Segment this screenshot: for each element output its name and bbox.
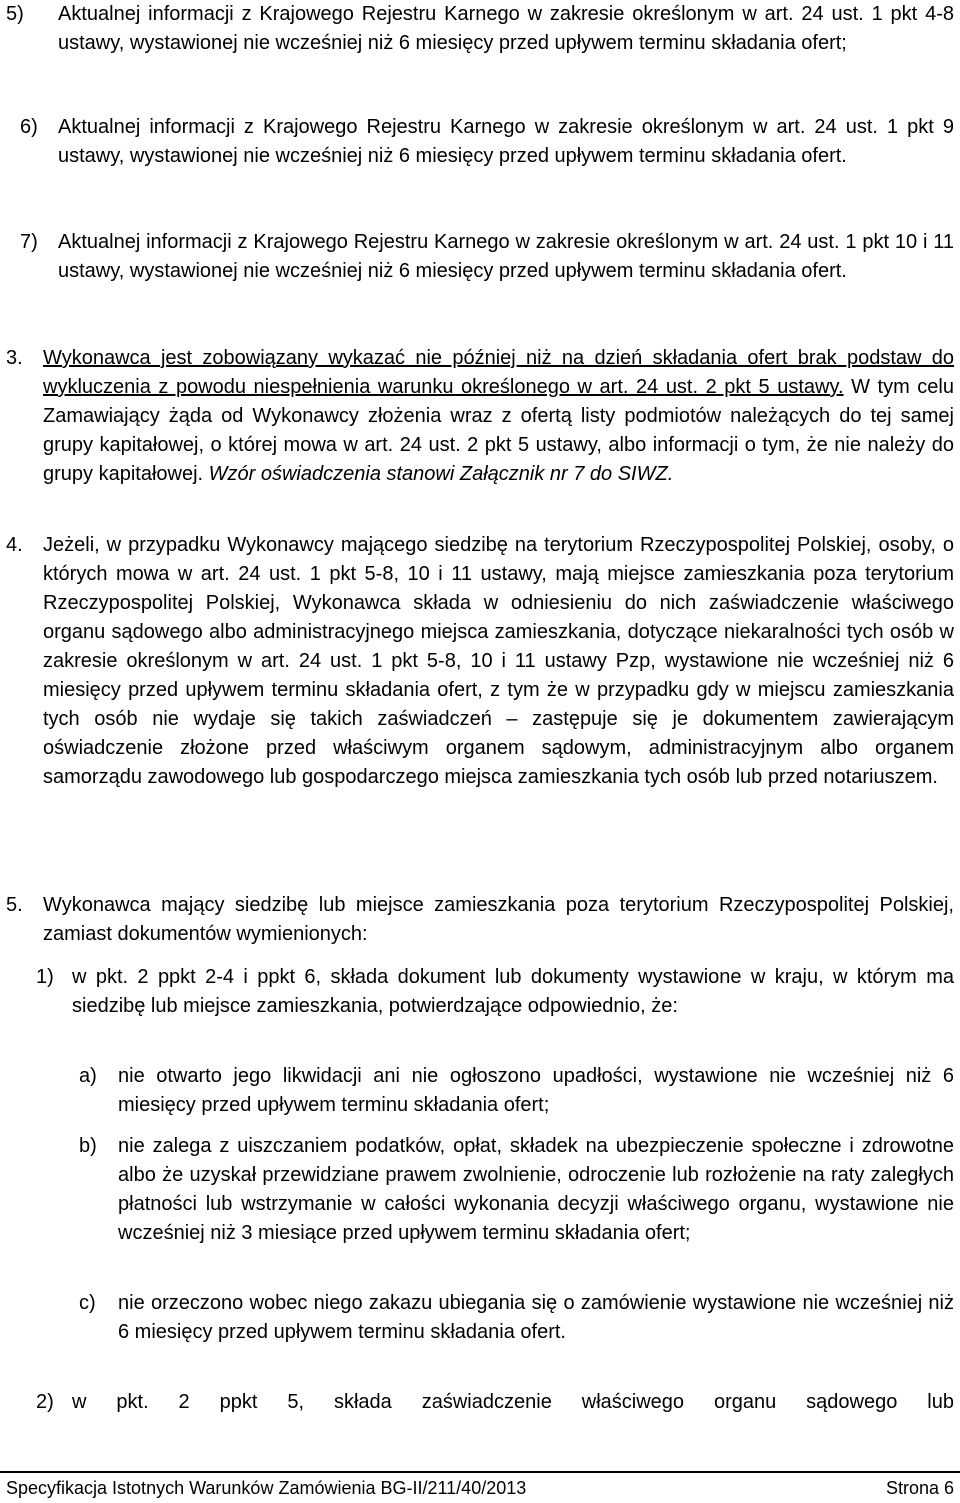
list-item-text: Aktualnej informacji z Krajowego Rejestru Karnego w zakresie określonym w art. 24 ust. 1 pkt 4-8 ustawy, wystawionej nie wcześniej niż 6 miesięcy przed upływem terminu składania ofert; xyxy=(58,3,954,54)
footer-divider xyxy=(0,1471,960,1473)
section-number: 3. xyxy=(6,347,23,369)
section-3-underlined: Wykonawca jest zobowiązany wykazać nie później niż na dzień składania ofert brak podstaw do wykluczenia z powodu niespełnienia warunku określonego w art. 24 ust. 2 pkt 5 ustawy. xyxy=(43,347,954,398)
sub-item-letter: c) xyxy=(79,1292,96,1314)
sub-item-text: nie otwarto jego likwidacji ani nie ogłoszono upadłości, wystawione nie wcześniej niż 6 miesięcy przed upływem terminu składania ofert; xyxy=(118,1065,954,1116)
section-number: 5. xyxy=(6,894,23,916)
footer-page-number: Strona 6 xyxy=(885,1478,954,1498)
list-item-number: 1) xyxy=(36,966,54,988)
list-item-number: 7) xyxy=(20,231,38,253)
section-5-text: Wykonawca mający siedzibę lub miejsce zamieszkania poza terytorium Rzeczypospolitej Polskiej, zamiast dokumentów wymienionych: xyxy=(43,894,954,945)
list-item-number: 6) xyxy=(20,116,38,138)
section-3-italic: Wzór oświadczenia stanowi Załącznik nr 7 do SIWZ. xyxy=(203,463,674,485)
sub-item-text: nie orzeczono wobec niego zakazu ubiegania się o zamówienie wystawione nie wcześniej niż 6 miesięcy przed upływem terminu składania ofert. xyxy=(118,1292,954,1343)
section-number: 4. xyxy=(6,534,23,556)
list-item-number: 2) xyxy=(36,1391,54,1413)
list-item-text: w pkt. 2 ppkt 2-4 i ppkt 6, składa dokument lub dokumenty wystawione w kraju, w którym ma siedzibę lub miejsce zamieszkania, potwierdzające odpowiednio, że: xyxy=(72,966,954,1017)
list-item-text: Aktualnej informacji z Krajowego Rejestru Karnego w zakresie określonym w art. 24 ust. 1 pkt 10 i 11 ustawy, wystawionej nie wcześniej niż 6 miesięcy przed upływem terminu składania ofert. xyxy=(58,231,954,282)
sub-item-letter: a) xyxy=(79,1065,97,1087)
section-4-text: Jeżeli, w przypadku Wykonawcy mającego siedzibę na terytorium Rzeczypospolitej Polskiej, osoby, o których mowa w art. 24 ust. 1 pkt 5-8, 10 i 11 ustawy, mają miejsce zamieszkania poza terytorium Rzeczypospolitej Polskiej, Wykonawca składa w odniesieniu do nich zaświadczenie właściwego organu sądowego albo administracyjnego miejsca zamieszkania, dotyczące niekaralności tych osób w zakresie określonym w art. 24 ust. 1 pkt 5-8, 10 i 11 ustawy Pzp, wystawione nie wcześniej niż 6 miesięcy przed upływem terminu składania ofert, z tym że w przypadku gdy w miejscu zamieszkania tych osób nie wydaje się takich zaświadczeń – zastępuje się je dokumentem zawierającym oświadczenie złożone przed właściwym organem sądowym, administracyjnym albo organem samorządu zawodowego lub gospodarczego miejsca zamieszkania tych osób lub przed notariuszem. xyxy=(43,534,954,788)
sub-item-text: nie zalega z uiszczaniem podatków, opłat, składek na ubezpieczenie społeczne i zdrowotne albo że uzyskał przewidziane prawem zwolnienie, odroczenie lub rozłożenie na raty zaległych płatności lub wstrzymanie w całości wykonania decyzji właściwego organu, wystawione nie wcześniej niż 3 miesiące przed upływem terminu składania ofert; xyxy=(118,1135,954,1244)
section-3-text xyxy=(43,344,954,489)
list-item-text: Aktualnej informacji z Krajowego Rejestru Karnego w zakresie określonym w art. 24 ust. 1 pkt 9 ustawy, wystawionej nie wcześniej niż 6 miesięcy przed upływem terminu składania ofert. xyxy=(58,116,954,167)
sub-item-letter: b) xyxy=(79,1135,97,1157)
list-item-text: w pkt. 2 ppkt 5, składa zaświadczenie właściwego organu sądowego lub xyxy=(72,1391,954,1413)
section-3-normal: W tym celu Zamawiający żąda od Wykonawcy złożenia wraz z ofertą listy podmiotów należących do tej samej grupy kapitałowej, o której mowa w art. 24 ust. 2 pkt 5 ustawy, albo informacji o tym, że nie należy do grupy kapitałowej. xyxy=(43,376,954,485)
footer-document-title: Specyfikacja Istotnych Warunków Zamówienia BG-II/211/40/2013 xyxy=(6,1478,527,1498)
list-item-number: 5) xyxy=(6,3,24,25)
